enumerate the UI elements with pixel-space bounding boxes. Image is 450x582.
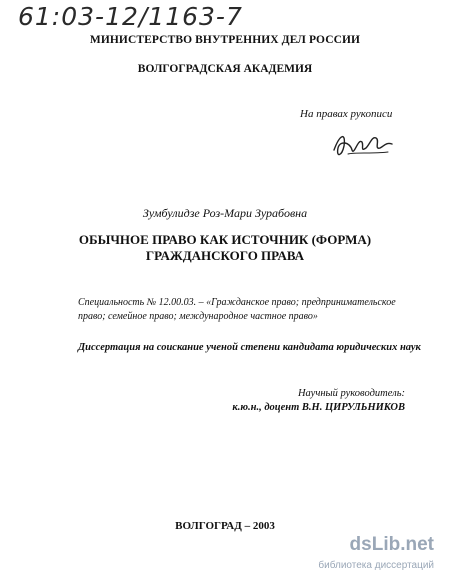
archive-stamp: 61:03-12/1163-7 xyxy=(18,2,243,31)
city-year: ВОЛГОГРАД – 2003 xyxy=(175,520,275,532)
specialty-line-1: Специальность № 12.00.03. – «Гражданское право; предпринимательское xyxy=(78,297,396,308)
advisor-label: Научный руководитель: xyxy=(297,388,405,399)
signature-icon xyxy=(330,124,396,164)
specialty-text xyxy=(78,296,398,324)
watermark-subtitle: библиотека диссертаций xyxy=(318,560,434,571)
academy-heading: ВОЛГОГРАДСКАЯ АКАДЕМИЯ xyxy=(137,63,313,75)
specialty-line-2: право; семейное право; международное частное право» xyxy=(78,311,318,322)
dslib-watermark[interactable] xyxy=(318,534,442,580)
dissertation-purpose: Диссертация на соискание ученой степени кандидата юридических наук xyxy=(78,342,421,353)
advisor-name: к.ю.н., доцент В.Н. ЦИРУЛЬНИКОВ xyxy=(232,402,405,413)
thesis-title-line-1: ОБЫЧНОЕ ПРАВО КАК ИСТОЧНИК (ФОРМА) xyxy=(78,232,372,247)
watermark-brand: dsLib.net xyxy=(349,534,434,555)
thesis-title-line-2: ГРАЖДАНСКОГО ПРАВА xyxy=(145,248,305,263)
manuscript-rights: На правах рукописи xyxy=(300,108,393,120)
ministry-heading: МИНИСТЕРСТВО ВНУТРЕННИХ ДЕЛ РОССИИ xyxy=(89,34,361,46)
author-name: Зумбулидзе Роз-Мари Зурабовна xyxy=(142,206,308,220)
